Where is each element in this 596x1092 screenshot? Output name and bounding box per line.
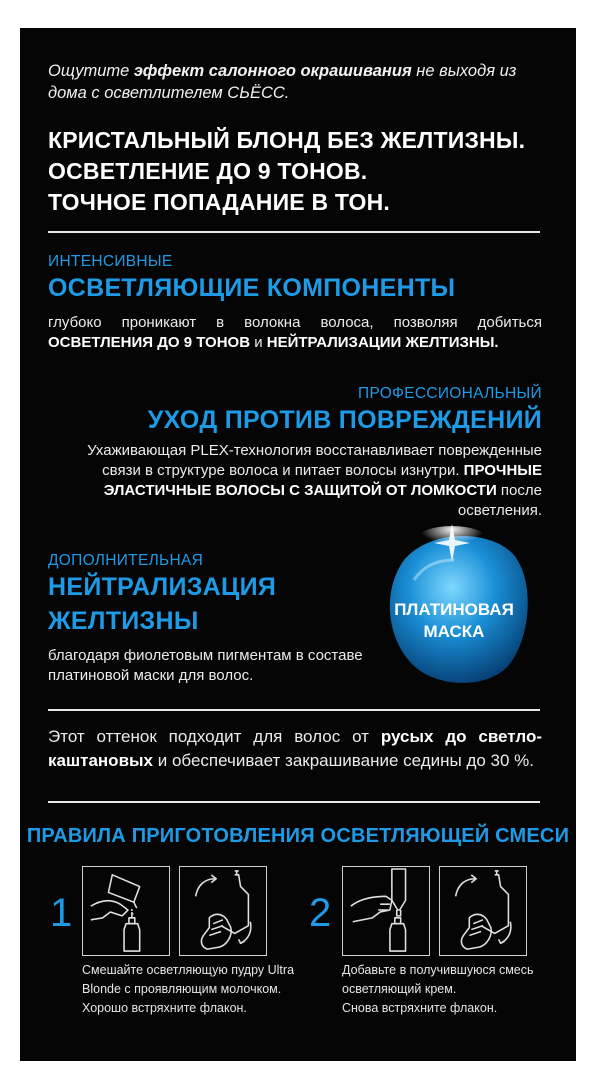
step-2-squeeze-image [342, 866, 430, 956]
shade-suitability-note: Этот оттенок подходит для волос от русых до светло-каштановых и обеспечивает закрашивание седины до 30 %. [48, 727, 543, 770]
section-neutralization [48, 552, 368, 686]
section2-title: УХОД ПРОТИВ ПОВРЕЖДЕНИЙ [147, 406, 542, 434]
section3-title-1: НЕЙТРАЛИЗАЦИЯ [48, 573, 277, 601]
step-1-pour-image [82, 866, 170, 956]
step-2-shake-image [439, 866, 527, 956]
section-damage-care [48, 385, 542, 521]
step-1-caption: Смешайте осветляющую пудру Ultra Blonde с проявляющим молочком. Хорошо встряхните флакон. [82, 963, 295, 1015]
step-1-number: 1 [50, 891, 73, 935]
step-2-caption: Добавьте в получившуюся смесь осветляющий крем. Снова встряхните флакон. [342, 963, 534, 1015]
divider-top [48, 231, 540, 233]
intro-emphasis: эффект салонного окрашивания [133, 62, 412, 80]
pour-sachet-icon [83, 867, 169, 955]
preparation-rules-title: ПРАВИЛА ПРИГОТОВЛЕНИЯ ОСВЕТЛЯЮЩЕЙ СМЕСИ [26, 825, 570, 847]
step-2-number: 2 [309, 891, 332, 935]
section3-title-2: ЖЕЛТИЗНЫ [48, 607, 199, 635]
headline-line-3: ТОЧНОЕ ПОПАДАНИЕ В ТОН. [48, 189, 391, 215]
squeeze-tube-icon [343, 867, 429, 955]
divider-bottom [48, 801, 540, 803]
headline-line-2: ОСВЕТЛЕНИЕ ДО 9 ТОНОВ. [48, 158, 368, 184]
shake-bottle-icon [180, 867, 266, 955]
section1-title: ОСВЕТЛЯЮЩИЕ КОМПОНЕНТЫ [48, 274, 456, 302]
section2-text: Ухаживающая PLEX-технология восстанавливает поврежденные связи в структуре волоса и питает волосы изнутри. ПРОЧНЫЕ ЭЛАСТИЧНЫЕ ВОЛОСЫ С ЗАЩИТОЙ ОТ ЛОМКОСТИ после осветления. [87, 442, 542, 519]
divider-middle [48, 709, 540, 711]
section-lightening-components [48, 253, 542, 353]
section1-kicker: ИНТЕНСИВНЫЕ [48, 253, 173, 270]
headline-line-1: КРИСТАЛЬНЫЙ БЛОНД БЕЗ ЖЕЛТИЗНЫ. [48, 127, 526, 153]
section1-text: глубоко проникают в волокна волоса, позволяя добиться ОСВЕТЛЕНИЯ ДО 9 ТОНОВ и НЕЙТРАЛИЗАЦИИ ЖЕЛТИЗНЫ. [48, 314, 542, 351]
section3-text: благодаря фиолетовым пигментам в составе платиновой маски для волос. [48, 647, 363, 684]
platinum-mask-badge: ПЛАТИНОВАЯ МАСКА [394, 600, 514, 641]
section2-kicker: ПРОФЕССИОНАЛЬНЫЙ [358, 385, 542, 402]
intro-text: Ощутите эффект салонного окрашивания не выходя из дома с осветлителем СЬЁСС. [48, 62, 517, 102]
shake-bottle-icon [440, 867, 526, 955]
step-1-shake-image [179, 866, 267, 956]
headline [48, 125, 558, 218]
product-info-panel [20, 28, 576, 1061]
section3-kicker: ДОПОЛНИТЕЛЬНАЯ [48, 552, 204, 569]
